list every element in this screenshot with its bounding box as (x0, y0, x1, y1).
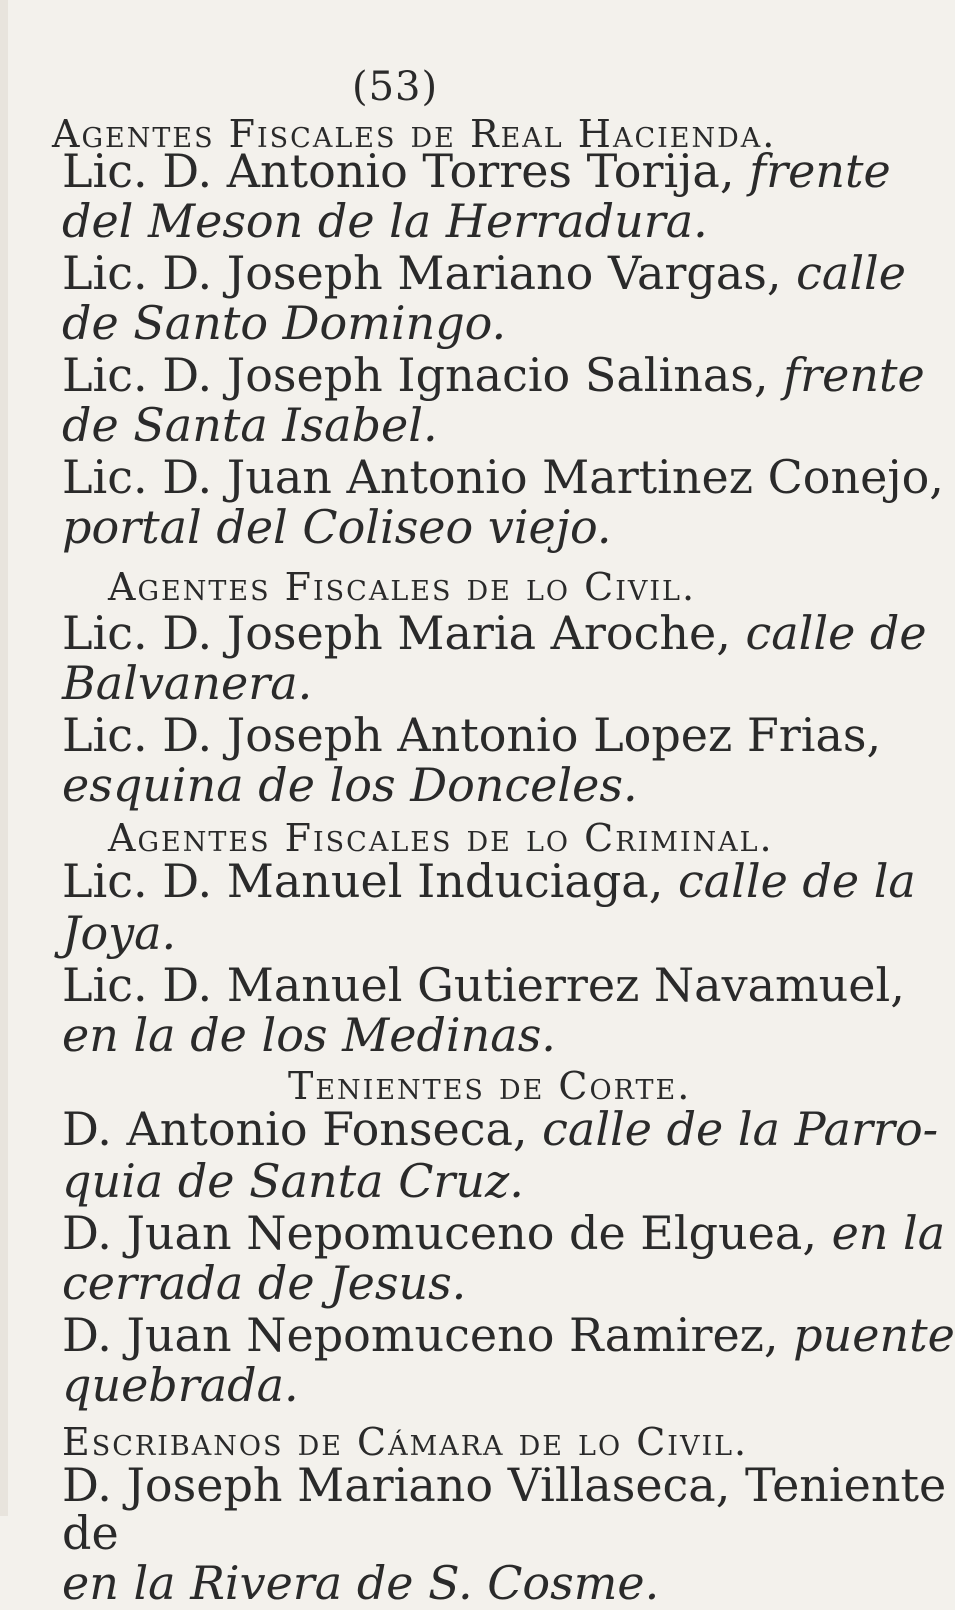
entry-line: Balvanera. (62, 656, 313, 710)
entry-line: en la Rivera de S. Cosme. (62, 1556, 660, 1610)
page-spine-shadow (0, 0, 8, 1516)
section-heading-tenientes: Tenientes de Corte. (288, 1064, 692, 1108)
entry-line: de Santo Domingo. (62, 296, 507, 350)
entry-line: Lic. D. Manuel Induciaga, calle de la (62, 854, 916, 908)
entry-line: en la de los Medinas. (62, 1008, 556, 1062)
entry-line: del Meson de la Herradura. (62, 194, 708, 248)
section-heading-civil: Agentes Fiscales de lo Civil. (108, 565, 697, 609)
entry-line: D. Joseph Mariano Villaseca, Teniente (62, 1458, 947, 1512)
entry-line: quia de Santa Cruz. (62, 1154, 524, 1208)
entry-line: de (62, 1506, 119, 1560)
entry-line: quebrada. (62, 1358, 299, 1412)
entry-line: portal del Coliseo viejo. (62, 500, 612, 554)
entry-line: Lic. D. Joseph Ignacio Salinas, frente (62, 348, 925, 402)
entry-line: de Santa Isabel. (62, 398, 438, 452)
entry-line: Joya. (62, 906, 177, 960)
section-heading-real-hacienda: Agentes Fiscales de Real Hacienda. (52, 112, 777, 156)
entry-line: Lic. D. Joseph Mariano Vargas, calle (62, 246, 906, 300)
entry-line: D. Juan Nepomuceno Ramirez, puente (62, 1308, 955, 1362)
section-heading-criminal: Agentes Fiscales de lo Criminal. (108, 816, 774, 860)
page-number: (53) (352, 64, 439, 110)
entry-line: D. Juan Nepomuceno de Elguea, en la (62, 1206, 946, 1260)
entry-line: Lic. D. Antonio Torres Torija, frente (62, 144, 891, 198)
entry-line: Lic. D. Manuel Gutierrez Navamuel, (62, 958, 905, 1012)
entry-line: esquina de los Donceles. (62, 758, 638, 812)
section-heading-escribanos: Escribanos de Cámara de lo Civil. (62, 1420, 749, 1464)
entry-line: cerrada de Jesus. (62, 1256, 467, 1310)
entry-line: Lic. D. Joseph Maria Aroche, calle de (62, 606, 927, 660)
entry-line: Lic. D. Joseph Antonio Lopez Frias, (62, 708, 882, 762)
entry-line: Lic. D. Juan Antonio Martinez Conejo, (62, 450, 944, 504)
entry-line: D. Antonio Fonseca, calle de la Parro- (62, 1102, 939, 1156)
